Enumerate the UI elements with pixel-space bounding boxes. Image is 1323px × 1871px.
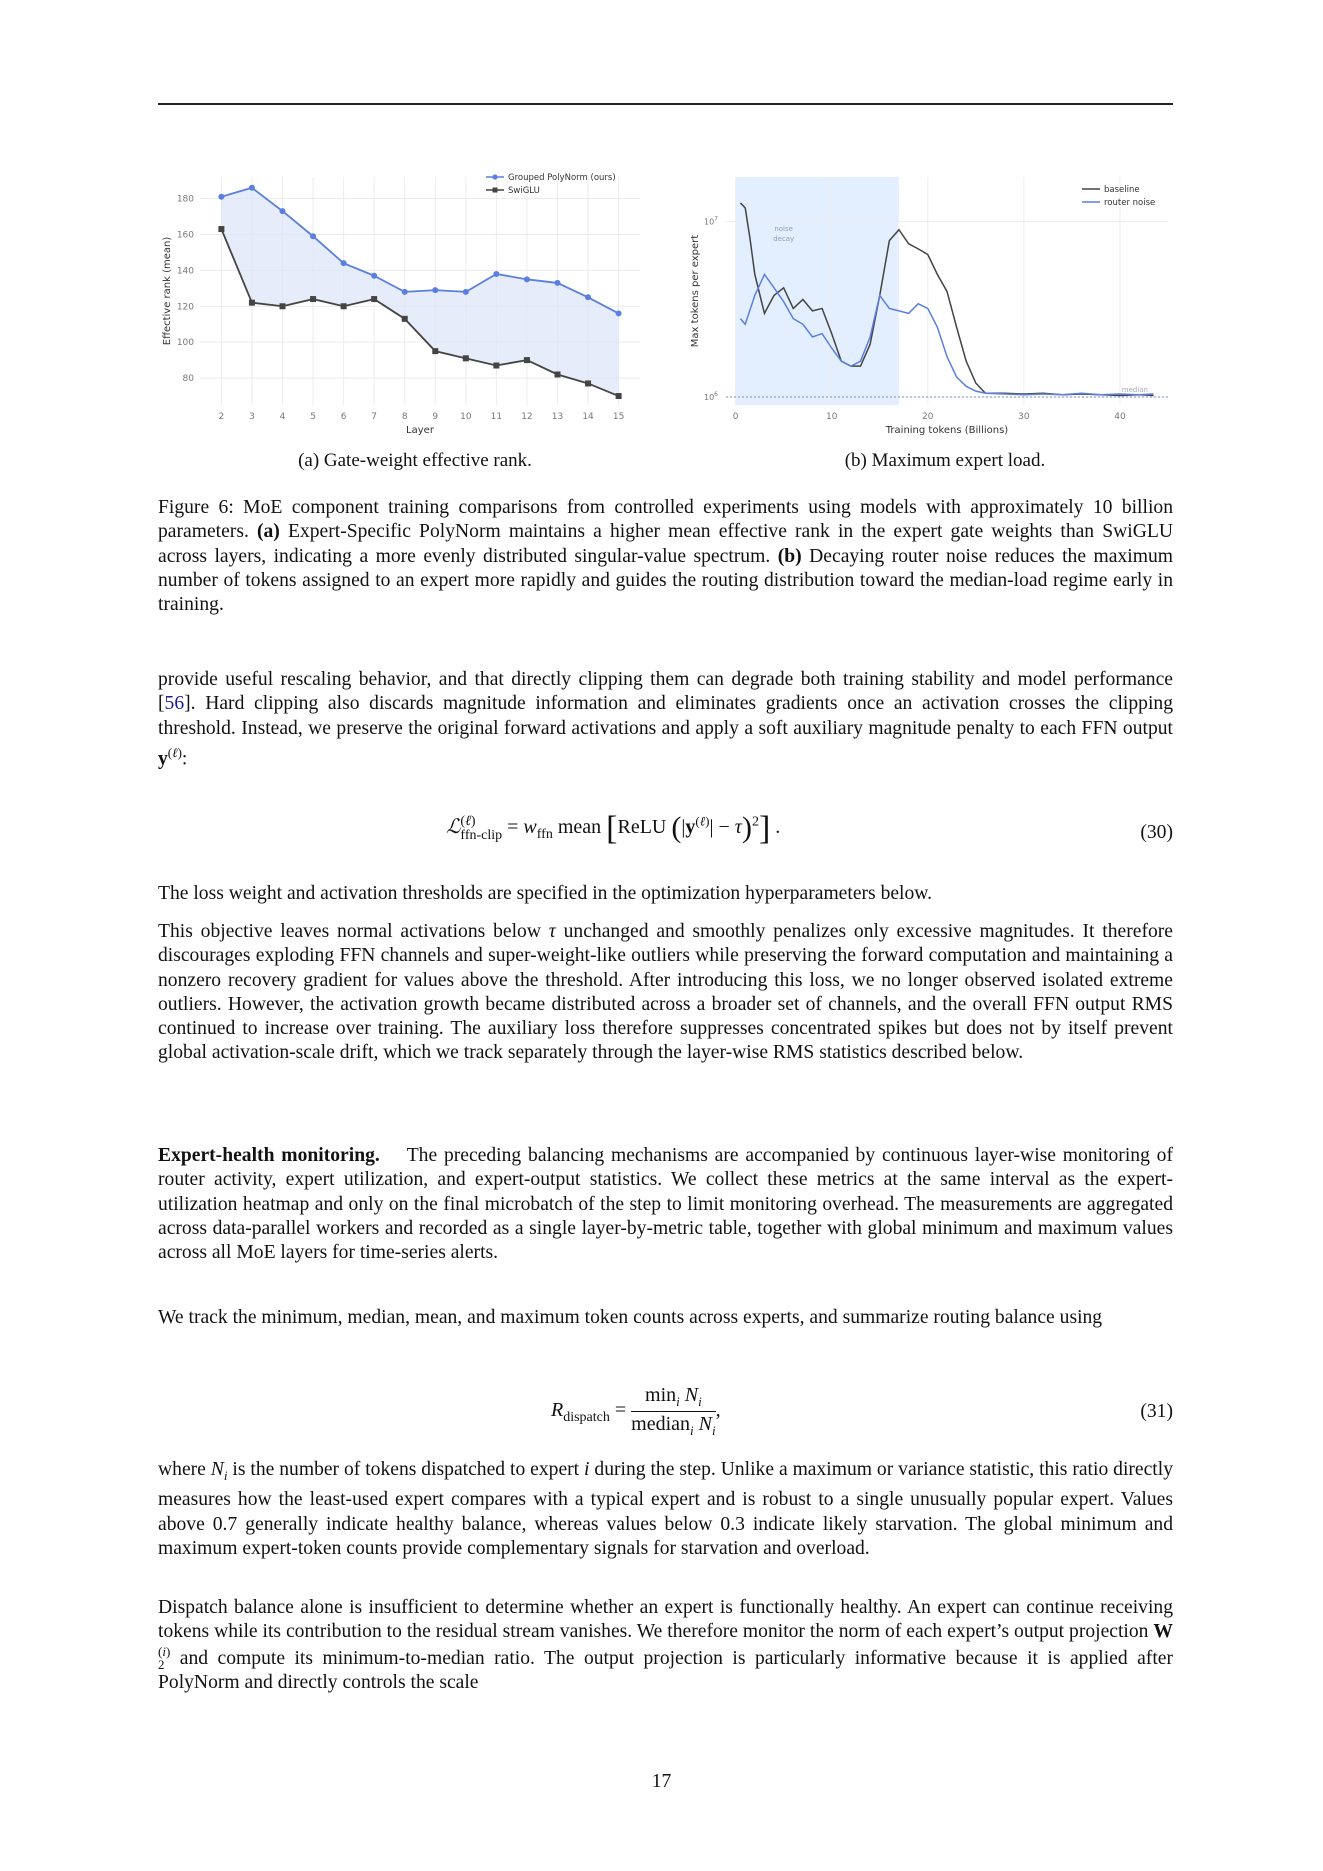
caption-text: Decaying router noise reduces the maximum number of tokens assigned to an expert more rapidly and guides the routing distribution toward the median-load regime early in training.: [158, 545, 1173, 616]
data-point: [585, 380, 591, 386]
paragraph-clipping: provide useful rescaling behavior, and that directly clipping them can degrade both training stability and model performance [56]. Hard clipping also discards magnitude information and eliminates gradients once an activation crosses the clipping threshold. Instead, we preserve the original forward activations and apply a soft auxiliary magnitude penalty to each FFN output $y^{(\ell)}$:: [158, 669, 1173, 770]
paragraph-text: during the step. Unlike a maximum or variance statistic, this ratio directly measures how the least-used expert compares with a typical expert and is robust to a single unusually popular expert. Values above 0.7 generally indicate healthy balance, whereas values below 0.3 indicate likely starvation. The global minimum and maximum expert-token counts provide complementary signals for starvation and overload.: [158, 1459, 1173, 1559]
x-tick-label: 15: [612, 412, 625, 422]
equation-31: $R_{dispatch}$ = $\frac{\min_i N_i}{median_i N_i}$ ,: [551, 1384, 721, 1438]
paragraph-heading: Expert-health monitoring.: [158, 1145, 380, 1166]
x-tick-label: 8: [401, 412, 408, 422]
paragraph-text: This objective leaves normal activations below: [158, 921, 549, 942]
figure-b-chart: [686, 165, 1173, 440]
caption-a-label: (a): [256, 521, 280, 543]
x-axis-label: Layer: [406, 425, 434, 436]
data-point: [585, 294, 591, 300]
x-tick-label: 13: [551, 412, 564, 422]
caption-text: Expert-Specific PolyNorm maintains a higher mean effective rank in the expert gate weights than SwiGLU across layers, indicating a more evenly distributed singular-value spectrum.: [158, 521, 1173, 567]
page-number: 17: [651, 1771, 672, 1792]
data-point: [493, 363, 499, 369]
data-point: [280, 208, 286, 214]
x-tick-label: 30: [1018, 412, 1030, 422]
paragraph-objective: This objective leaves normal activations below τ unchanged and smoothly penalizes only excessive magnitudes. It therefore discourages exploding FFN channels and super-weight-like outliers while preserving the forward computation and maintaining a nonzero recovery gradient for values above the threshold. After introducing this loss, we no longer observed isolated extreme outliers. However, the activation growth became distributed across a broader set of channels, and the overall FFN output RMS continued to increase over training. The auxiliary loss therefore suppresses concentrated spikes but does not by itself prevent global activation-scale drift, which we track separately through the layer-wise RMS statistics described below.: [158, 921, 1173, 1064]
y-tick-label: 80: [182, 374, 194, 385]
paragraph-text: Dispatch balance alone is insufficient to determine whether an expert is functionally healthy. An expert can continue receiving tokens while its contribution to the residual stream vanishes. We therefore monitor the norm of each expert’s output projection: [158, 1597, 1173, 1643]
data-point: [493, 271, 499, 277]
data-point: [524, 276, 530, 282]
paragraph-text: provide useful rescaling behavior, and that directly clipping them can degrade both training stability and model performance [: [158, 669, 1173, 715]
median-label: median: [1121, 385, 1148, 394]
x-tick-label: 3: [249, 412, 255, 422]
x-tick-label: 14: [582, 412, 594, 422]
chart-b-svg: [686, 165, 1173, 440]
paragraph-text: The loss weight and activation thresholds are specified in the optimization hyperparameters below.: [158, 883, 933, 904]
paragraph-text: and compute its minimum-to-median ratio. The output projection is particularly informative because it is applied after PolyNorm and directly controls the scale: [158, 1647, 1173, 1693]
x-tick-label: 6: [340, 412, 347, 422]
data-point: [280, 303, 286, 309]
data-point: [371, 273, 377, 279]
paragraph-text: We track the minimum, median, mean, and maximum token counts across experts, and summarize routing balance using: [158, 1307, 1103, 1328]
legend-label: SwiGLU: [508, 186, 540, 196]
paragraph-text: is the number of tokens dispatched to expert: [227, 1459, 585, 1480]
data-point: [341, 303, 347, 309]
data-point: [218, 194, 224, 200]
y-axis-label: Effective rank (mean): [162, 236, 173, 346]
paragraph-track: [158, 1306, 1173, 1330]
paragraph-expert-health: [158, 1144, 1173, 1265]
data-point: [341, 260, 347, 266]
y-tick-label: $10^6$: [703, 390, 718, 402]
x-tick-label: 2: [218, 412, 225, 422]
y-tick-label: 100: [176, 338, 194, 349]
x-tick-label: 10: [460, 412, 472, 422]
data-point: [432, 287, 438, 293]
y-tick-label: 140: [176, 266, 194, 277]
subcaption-b: (b) Maximum expert load.: [844, 450, 1046, 471]
data-point: [616, 310, 622, 316]
noise-decay-region: [736, 177, 899, 405]
x-tick-label: 20: [922, 412, 934, 422]
x-tick-label: 9: [432, 412, 439, 422]
data-point: [218, 226, 224, 232]
legend-marker: [493, 188, 498, 193]
x-tick-label: 12: [521, 412, 533, 422]
x-tick-label: 4: [279, 412, 286, 422]
figure-caption: [158, 496, 1173, 617]
x-tick-label: 5: [310, 412, 316, 422]
paragraph-text: ]. Hard clipping also discards magnitude information and eliminates gradients once an activation crosses the clipping threshold. Instead, we preserve the original forward activations and apply a soft auxiliary magnitude penalty to each FFN output: [158, 693, 1173, 739]
data-point: [310, 296, 316, 302]
x-tick-label: 40: [1114, 412, 1126, 422]
data-point: [249, 300, 255, 306]
x-axis-label: Training tokens (Billions): [885, 425, 1009, 436]
data-point: [616, 393, 622, 399]
region-label: decay: [773, 235, 795, 243]
data-point: [463, 355, 469, 361]
legend-marker: [492, 174, 497, 179]
caption-text: Figure 6: MoE component training comparisons from controlled experiments using models with approximately 10 billion parameters.: [158, 497, 1173, 543]
paragraph-text: unchanged and smoothly penalizes only excessive magnitudes. It therefore discourages exploding FFN channels and super-weight-like outliers while preserving the forward computation and maintaining a nonzero recovery gradient for values above the threshold. After introducing this loss, we no longer observed isolated extreme outliers. However, the activation growth became distributed across a broader set of channels, and the overall FFN output RMS continued to increase over training. The auxiliary loss therefore suppresses concentrated spikes but does not by itself prevent global activation-scale drift, which we track separately through the layer-wise RMS statistics described below.: [158, 921, 1173, 1064]
data-point: [310, 233, 316, 239]
x-tick-label: 0: [732, 412, 739, 422]
chart-a-svg: [158, 165, 648, 440]
equation-30-number: (30): [1140, 822, 1173, 843]
data-point: [555, 280, 561, 286]
legend-label: baseline: [1104, 185, 1140, 195]
data-point: [249, 185, 255, 191]
y-tick-label: 160: [176, 230, 194, 241]
y-tick-label: $10^7$: [703, 215, 718, 227]
x-tick-label: 11: [490, 412, 503, 422]
y-tick-label: 120: [176, 302, 194, 313]
y-tick-label: 180: [176, 194, 194, 205]
paragraph-dispatch: Dispatch balance alone is insufficient to determine whether an expert is functionally healthy. An expert can continue receiving tokens while its contribution to the residual stream vanishes. We therefore monitor the norm of each expert’s output projection W (i) 2 and compute its minimum-to-median ratio. The output projection is particularly informative because it is applied after PolyNorm and directly controls the scale: [158, 1597, 1173, 1693]
paragraph-text: :: [181, 748, 188, 770]
paragraph-where: where $N_i$ is the number of tokens dispatched to expert i during the step. Unlike a maximum or variance statistic, this ratio directly measures how the least-used expert compares with a typical expert and is robust to a single unusually popular expert. Values above 0.7 generally indicate healthy balance, whereas values below 0.3 indicate likely starvation. The global minimum and maximum expert-token counts provide complementary signals for starvation and overload.: [158, 1459, 1173, 1559]
data-point: [463, 289, 469, 295]
legend-label: router noise: [1104, 198, 1156, 208]
subcaption-a: (a) Gate-weight effective rank.: [298, 450, 532, 471]
data-point: [555, 371, 561, 377]
figure-a-chart: [158, 165, 648, 440]
paragraph-text: The preceding balancing mechanisms are accompanied by continuous layer-wise monitoring of router activity, expert utilization, and expert-output statistics. We collect these metrics at the same interval as the expert-utilization heatmap and only on the final microbatch of the step to limit monitoring overhead. The measurements are aggregated across data-parallel workers and recorded as a single layer-by-metric table, together with global minimum and maximum values across all MoE layers for time-series alerts.: [158, 1145, 1173, 1264]
data-point: [371, 296, 377, 302]
x-tick-label: 10: [825, 412, 838, 422]
equation-31-number: (31): [1140, 1401, 1173, 1422]
paragraph-text: where: [158, 1459, 211, 1480]
legend-label: Grouped PolyNorm (ours): [508, 173, 616, 183]
caption-b-label: (b): [777, 545, 802, 567]
citation-link[interactable]: 56: [164, 693, 185, 715]
data-point: [432, 348, 438, 354]
data-point: [402, 289, 408, 295]
header-rule: [158, 103, 1173, 105]
x-tick-label: 7: [371, 412, 378, 422]
equation-30: ℒ (ℓ) ffn-clip = $w_{ffn}$ mean [ReLU $(|y^{(\ell)}| - \tau)^2$] .: [446, 810, 781, 847]
region-label: noise: [774, 225, 793, 233]
data-point: [402, 316, 408, 322]
paragraph-loss-weight: [158, 882, 1173, 906]
data-point: [524, 357, 530, 363]
y-axis-label: Max tokens per expert: [690, 234, 701, 348]
